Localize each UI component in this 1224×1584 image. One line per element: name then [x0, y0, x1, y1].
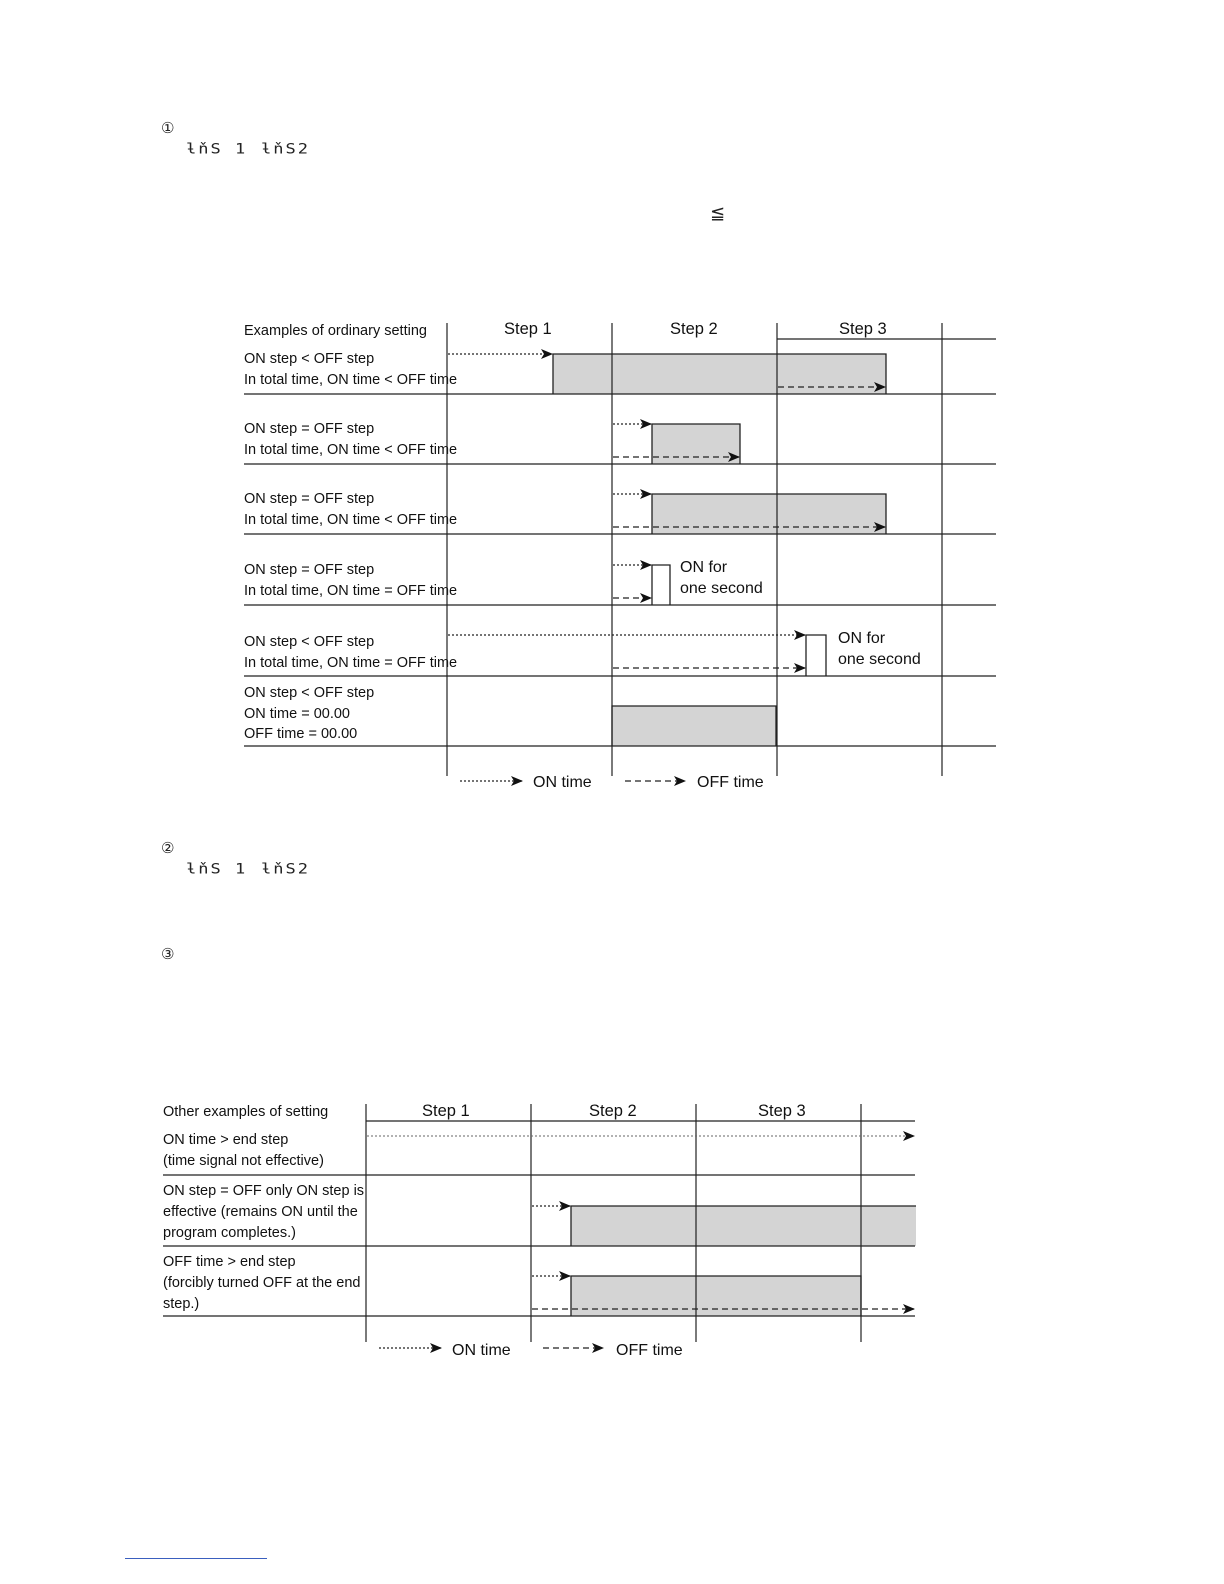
diagram2-header: Other examples of setting: [163, 1104, 329, 1120]
diagram2-step-2: Step 2: [589, 1102, 637, 1120]
diagram1-header: Examples of ordinary setting: [244, 323, 427, 339]
d2-row3-line2: (forcibly turned OFF at the end: [163, 1275, 361, 1291]
diagram1-step-3: Step 3: [839, 320, 887, 338]
footer-rule: [125, 1558, 267, 1559]
d2-row1-line1: ON time > end step: [163, 1132, 289, 1148]
d1-row5-line2: In total time, ON time = OFF time: [244, 655, 458, 671]
d2-row2-line1: ON step = OFF only ON step is: [163, 1183, 365, 1199]
d1-legend-off-label: OFF time: [697, 774, 764, 791]
d2-row2-line2: effective (remains ON until the: [163, 1204, 358, 1220]
d1-row6-line1: ON step < OFF step: [244, 685, 375, 701]
display-code-tms1: ƚňS 1: [186, 140, 248, 158]
d2-row1-line2: (time signal not effective): [163, 1153, 324, 1169]
d1-legend-on-label: ON time: [533, 774, 592, 791]
d2-row3-line1: OFF time > end step: [163, 1254, 296, 1270]
d1-note-b-line1: ON for: [838, 630, 886, 647]
d1-row2-line1: ON step = OFF step: [244, 421, 375, 437]
d1-row6-line2: ON time = 00.00: [244, 706, 350, 722]
display-code-tms1-2: ƚňS 1: [186, 860, 248, 878]
d1-row3-line1: ON step = OFF step: [244, 491, 375, 507]
d2-on-time-arrows: [532, 1206, 570, 1276]
d1-row5-line1: ON step < OFF step: [244, 634, 375, 650]
d2-row3-line3: step.): [163, 1296, 200, 1312]
d1-row6-line3: OFF time = 00.00: [244, 726, 358, 742]
marker-1: ①: [161, 119, 175, 137]
diagram2-step-3: Step 3: [758, 1102, 806, 1120]
d1-row1-line2: In total time, ON time < OFF time: [244, 372, 458, 388]
marker-3: ③: [161, 945, 175, 963]
d1-row3-line2: In total time, ON time < OFF time: [244, 512, 458, 528]
display-code-tms2: ƚňS2: [261, 140, 310, 158]
d2-legend-off-label: OFF time: [616, 1342, 683, 1359]
less-equal-symbol: ≦: [710, 203, 726, 224]
marker-2: ②: [161, 839, 175, 857]
d2-row2-on-area: [571, 1206, 916, 1246]
d1-row2-line2: In total time, ON time < OFF time: [244, 442, 458, 458]
d1-row4-line1: ON step = OFF step: [244, 562, 375, 578]
display-code-tms2-2: ƚňS2: [261, 860, 310, 878]
diagram1-step-2: Step 2: [670, 320, 718, 338]
d1-note-a-line2: one second: [680, 580, 763, 597]
diagram2-step-1: Step 1: [422, 1102, 470, 1120]
d1-row4-line2: In total time, ON time = OFF time: [244, 583, 458, 599]
d1-note-a-line1: ON for: [680, 559, 728, 576]
d2-row3-on-area: [571, 1276, 861, 1316]
d2-row2-line3: program completes.): [163, 1225, 296, 1241]
d1-note-b-line2: one second: [838, 651, 921, 668]
d1-row1-line1: ON step < OFF step: [244, 351, 375, 367]
d2-legend-on-label: ON time: [452, 1342, 511, 1359]
diagram1-step-1: Step 1: [504, 320, 552, 338]
